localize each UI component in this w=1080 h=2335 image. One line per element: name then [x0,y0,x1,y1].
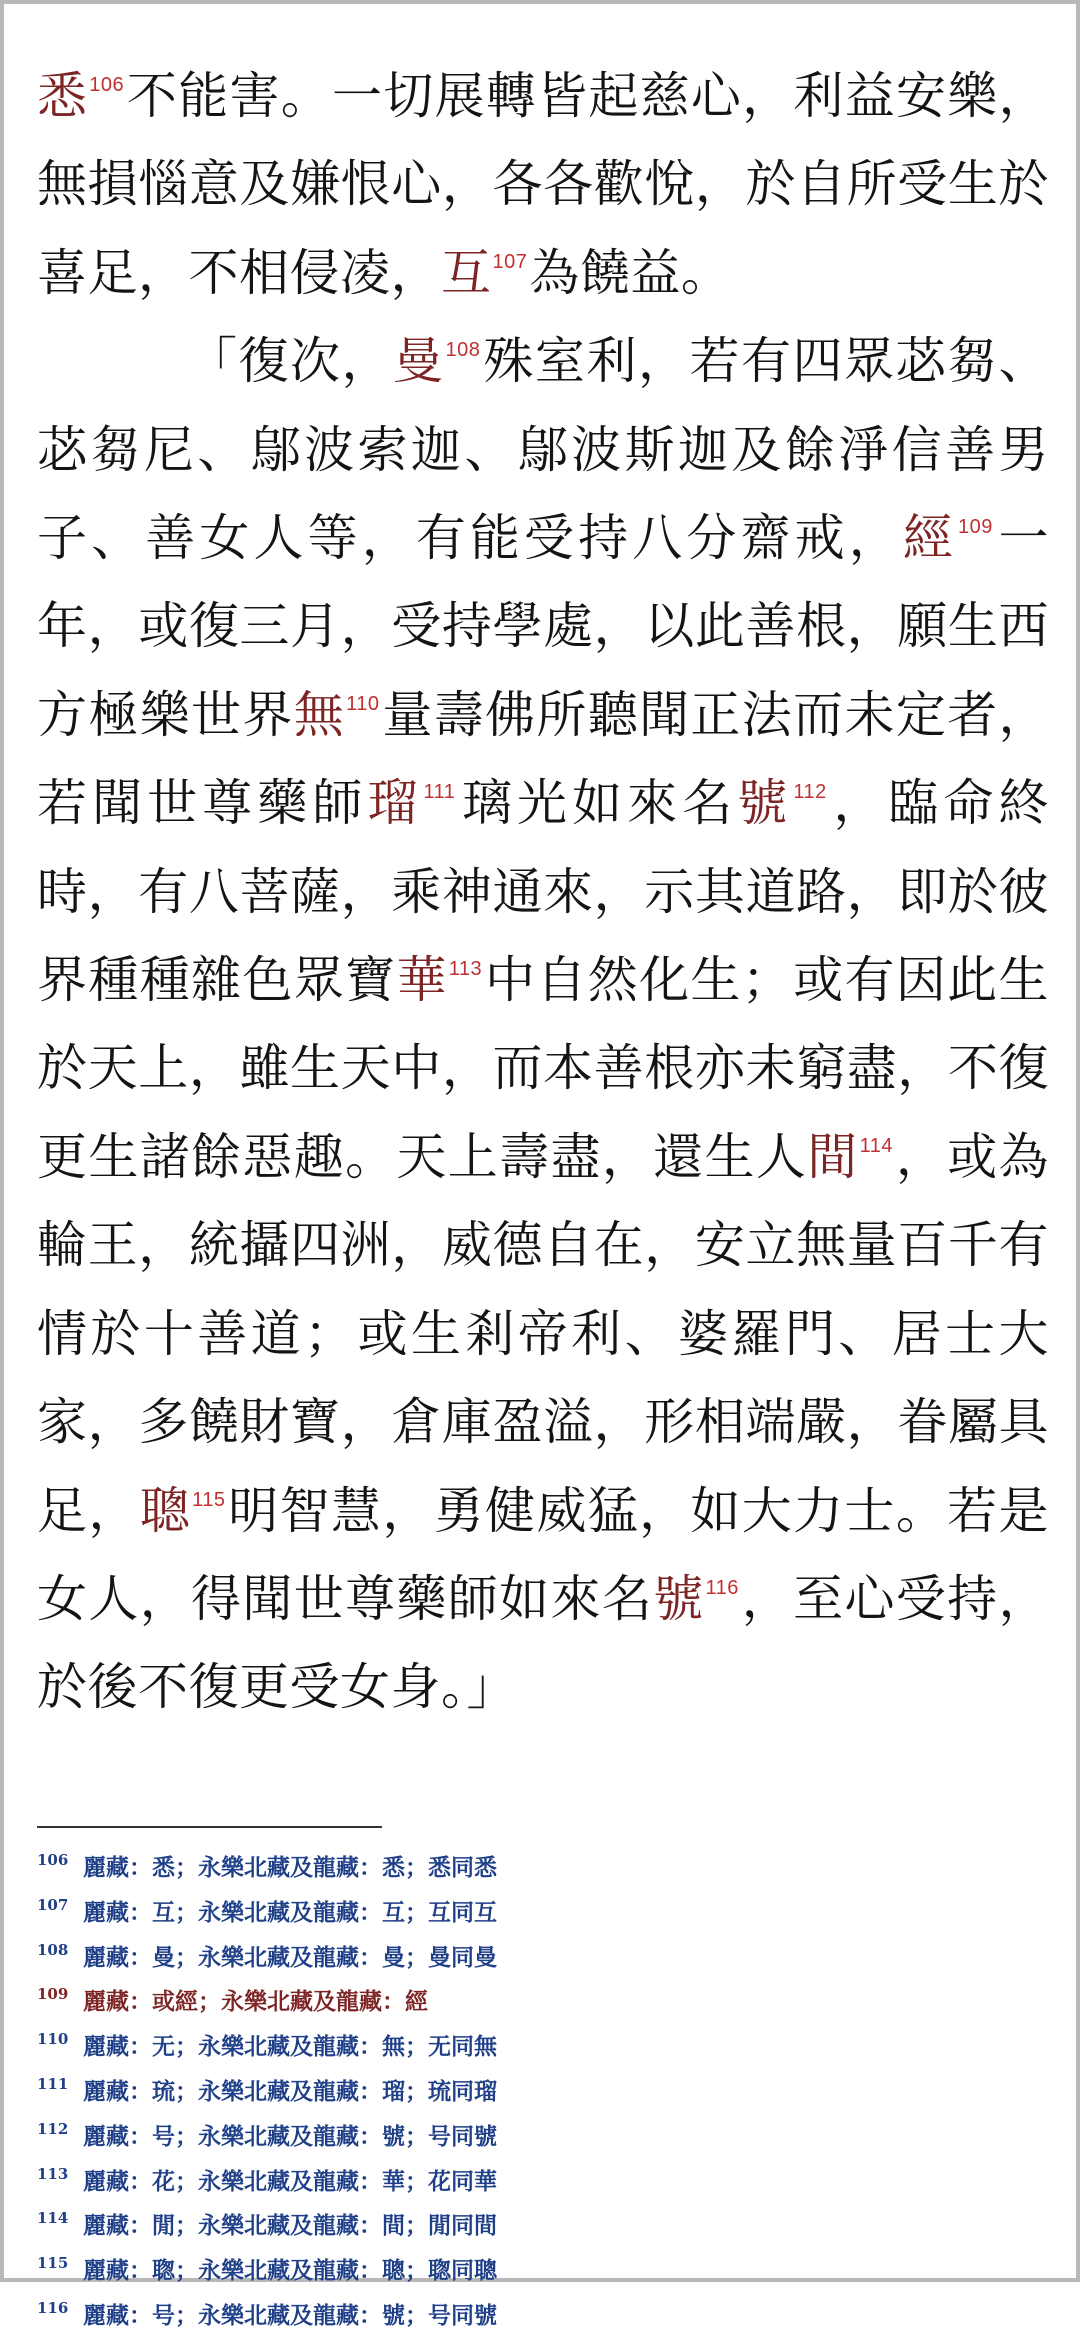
footnote-text: 麗藏：悉；永樂北藏及龍藏：悉；悉同悉 [83,1854,497,1881]
footnote-number: 108 [37,1940,69,1959]
footnote-text: 麗藏：号；永樂北藏及龍藏：號；号同號 [83,2301,497,2329]
sutra-text [37,52,1049,1732]
footnote-ref-110[interactable]: 110 [346,692,380,715]
footnote-text: 麗藏：花；永樂北藏及龍藏：華；花同華 [83,2167,497,2195]
footnote-ref-113[interactable]: 113 [448,958,483,981]
footnote-115 [37,2245,937,2290]
marked-char: 號 [737,774,793,833]
text-run: 為饒益。 [529,243,732,302]
footnote-number: 110 [37,2030,69,2049]
footnote-number: 112 [37,2119,69,2138]
footnote-109 [37,1976,937,2021]
footnote-text: 麗藏：聦；永樂北藏及龍藏：聰；聦同聰 [83,2257,497,2285]
text-run: 殊室利，若有四眾苾芻、苾芻尼、鄔波索迦、鄔波斯迦及餘淨信善男子、善女人等，有能受持八分齋戒， [37,332,1050,568]
footnote-ref-111[interactable]: 111 [423,781,456,804]
paragraph-1 [37,52,1049,317]
footnote-divider [37,1826,382,1828]
footnote-text: 麗藏：号；永樂北藏及龍藏：號；号同號 [83,2122,497,2150]
marked-char: 間 [807,1127,859,1186]
footnote-110 [37,2021,937,2066]
marked-char: 瑠 [367,774,423,833]
text-run: 一年，或復三月，受持學處，以此善根，願生西方極樂世界 [37,509,1050,744]
footnote-108 [37,1932,937,1977]
footnote-text: 麗藏：曼；永樂北藏及龍藏：曼；曼同曼 [83,1943,497,1971]
marked-char: 華 [396,951,448,1010]
text-run: 璃光如來名 [457,774,738,833]
marked-char: 無 [293,685,346,744]
paragraph-2 [37,317,1049,1732]
footnote-text: 麗藏：或經；永樂北藏及龍藏：經 [83,1988,428,2016]
text-run: ，至心受持，於後不復更受女身。」 [37,1569,1050,1717]
marked-char: 曼 [393,332,445,391]
text-run: 「復次， [187,332,394,391]
footnote-text: 麗藏：閒；永樂北藏及龍藏：間；閒同間 [83,2212,497,2240]
text-run: 量壽佛所聽聞正法而未定者，若聞世尊藥師 [37,685,1050,833]
footnote-107 [37,1887,937,1932]
text-run: 不能害。一切展轉皆起慈心，利益安樂，無損惱意及嫌恨心，各各歡悅，於自所受生於喜足，不相侵凌， [37,67,1050,302]
footnote-ref-116[interactable]: 116 [705,1576,739,1599]
footnote-112 [37,2111,937,2156]
footnote-114 [37,2200,937,2245]
footnote-ref-115[interactable]: 115 [192,1488,226,1511]
footnote-number: 113 [37,2164,69,2183]
footnote-113 [37,2156,937,2201]
text-run: ，或為輪王，統攝四洲，威德自在，安立無量百千有情於十善道；或生剎帝利、婆羅門、居士大家，多饒財寶，倉庫盈溢，形相端嚴，眷屬具足， [37,1127,1050,1540]
footnote-ref-109[interactable]: 109 [958,516,993,539]
marked-char: 號 [653,1569,705,1628]
footnote-ref-112[interactable]: 112 [793,781,827,804]
marked-char: 悉 [37,67,89,125]
footnote-111 [37,2066,937,2111]
footnote-text: 麗藏：琉；永樂北藏及龍藏：瑠；琉同瑠 [83,2077,497,2105]
footnote-ref-107[interactable]: 107 [492,250,528,273]
marked-char: 聰 [139,1481,192,1540]
footnote-106 [37,1842,937,1887]
footnote-number: 115 [37,2254,69,2273]
footnote-number: 111 [37,2074,69,2093]
text-run: ，臨命終時，有八菩薩，乘神通來，示其道路，即於彼界種種雜色眾寶 [37,774,1050,1010]
footnote-number: 114 [37,2209,69,2228]
footnote-ref-114[interactable]: 114 [859,1134,893,1157]
footnote-number: 116 [37,2298,69,2317]
footnote-text: 麗藏：无；永樂北藏及龍藏：無；无同無 [83,2033,497,2061]
marked-char: 經 [902,509,958,568]
footnote-116 [37,2290,937,2335]
footnote-ref-108[interactable]: 108 [445,339,481,362]
footnote-number: 107 [37,1895,69,1914]
footnote-number: 106 [37,1851,69,1869]
marked-char: 互 [441,243,492,302]
footnote-text: 麗藏：互；永樂北藏及龍藏：互；互同互 [83,1898,497,1926]
footnote-ref-106[interactable]: 106 [89,74,125,96]
footnote-number: 109 [37,1985,69,2004]
text-run: 明智慧，勇健威猛，如大力士。若是女人，得聞世尊藥師如來名 [37,1481,1050,1628]
footnotes [37,1842,937,2335]
text-run: 中自然化生；或有因此生於天上，雖生天中，而本善根亦未窮盡，不復更生諸餘惡趣。天上壽盡，還生人 [37,951,1050,1186]
